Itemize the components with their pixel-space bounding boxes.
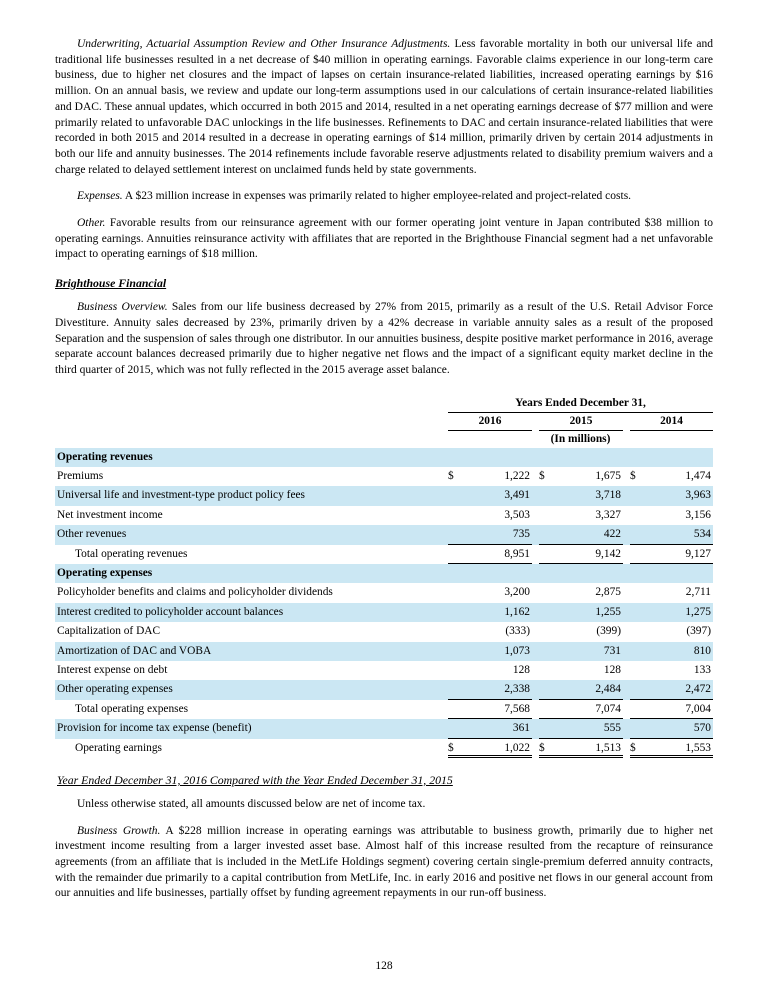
table-row [55,506,713,525]
column-gap [532,622,539,641]
dollar-cell-empty [448,486,462,505]
row-label: Operating revenues [57,450,153,463]
dollar-cell-empty [448,661,462,680]
column-gap [623,719,630,738]
value-cell: 2,711 [685,586,711,599]
value-cell: 570 [644,719,713,738]
dollar-cell-empty [630,661,644,680]
column-gap [623,467,630,486]
row-label: Amortization of DAC and VOBA [57,644,212,657]
dollar-cell-empty [539,583,553,602]
dollar-sign: $ [448,739,462,758]
column-gap [532,525,539,544]
column-gap [623,486,630,505]
dollar-cell-empty [630,506,644,525]
dollar-cell-empty [630,545,644,564]
row-label: Universal life and investment-type product policy fees [57,489,305,502]
column-gap [623,680,630,699]
column-gap [532,680,539,699]
dollar-cell-empty [630,680,644,699]
table-title: Years Ended December 31, [448,396,713,413]
value-cell: 731 [603,644,621,657]
dollar-cell-empty [448,719,462,738]
value-cell: 1,474 [685,470,711,483]
value-cell: 3,718 [595,489,621,502]
row-label: Net investment income [57,508,163,521]
dollar-sign: $ [539,470,545,483]
column-gap [623,506,630,525]
table-row [55,583,713,602]
financial-table [55,396,713,758]
dollar-cell-empty [448,583,462,602]
table-row [55,700,713,719]
value-cell: 555 [553,719,623,738]
dollar-cell-empty [448,545,462,564]
table-row [55,680,713,699]
table-row [55,448,713,467]
value-cell: 128 [603,663,621,676]
dollar-cell-empty [539,545,553,564]
value-cell: 1,222 [504,470,530,483]
value-cell: 9,127 [644,545,713,564]
value-cell: 3,503 [504,508,530,521]
dollar-cell-empty [630,700,644,719]
row-label: Operating expenses [57,567,153,579]
paragraph-lead: Business Overview. [77,301,168,314]
row-label: Other operating expenses [57,683,173,696]
column-gap [532,661,539,680]
dollar-cell-empty [448,700,462,719]
dollar-cell-empty [448,525,462,544]
value-cell: 128 [512,663,530,676]
dollar-cell-empty [630,622,644,641]
column-gap [532,486,539,505]
value-cell: 2,875 [595,586,621,599]
table-row [55,642,713,661]
column-gap [532,719,539,738]
value-cell: 3,156 [685,508,711,521]
dollar-cell-empty [630,603,644,622]
row-label: Other revenues [57,528,127,541]
value-cell: 1,675 [595,470,621,483]
value-cell: 3,200 [504,586,530,599]
value-cell: 3,327 [595,508,621,521]
value-cell: 7,568 [462,700,532,719]
table-years-spacer [55,414,448,431]
column-gap [532,414,539,431]
value-cell: 7,074 [553,700,623,719]
dollar-cell-empty [448,642,462,661]
table-row [55,545,713,564]
value-cell: 1,553 [644,739,713,758]
dollar-sign: $ [630,470,636,483]
dollar-cell-empty [539,719,553,738]
paragraph-text: Unless otherwise stated, all amounts discussed below are net of income tax. [77,797,426,810]
value-cell: 1,513 [553,739,623,758]
paragraph-lead: Expenses. [77,190,123,203]
dollar-sign: $ [448,470,454,483]
table-row [55,525,713,544]
value-cell: 1,275 [685,605,711,618]
heading-brighthouse-financial: Brighthouse Financial [55,276,167,291]
table-title-row [55,396,713,413]
dollar-sign: $ [539,739,553,758]
paragraph-business-overview [55,300,713,379]
dollar-cell-empty [630,642,644,661]
paragraph-business-growth [55,824,713,903]
row-label: Total operating revenues [75,547,188,560]
column-gap [623,739,630,758]
dollar-cell-empty [539,506,553,525]
row-label: Total operating expenses [75,702,189,715]
dollar-cell-empty [448,506,462,525]
paragraph-text: A $23 million increase in expenses was primarily related to higher employee-related and project-related costs. [122,190,632,203]
row-label: Premiums [57,470,104,483]
column-gap [532,506,539,525]
table-title-spacer [55,396,448,413]
dollar-cell-empty [448,680,462,699]
paragraph-expenses [55,189,713,205]
column-gap [623,642,630,661]
table-row [55,603,713,622]
value-cell: 2,472 [644,680,713,699]
value-cell: 534 [644,525,713,544]
value-cell: 1,022 [462,739,532,758]
table-row [55,564,713,583]
paragraph-lead: Underwriting, Actuarial Assumption Review and Other Insurance Adjustments. [77,38,451,50]
paragraph-underwriting [55,37,713,178]
column-gap [623,661,630,680]
dollar-cell-empty [630,719,644,738]
paragraph-lead: Other. [77,217,106,230]
table-units-row [55,431,713,448]
page-number: 128 [375,960,393,972]
value-cell: 735 [462,525,532,544]
table-row [55,486,713,505]
dollar-cell-empty [539,486,553,505]
paragraph-text: A $228 million increase in operating earnings was attributable to business growth, primarily due to higher net investment income resulting from a larger invested asset base. Almost half of this increase resulted from the recapture of reinsurance agreements (from an affiliate that is included in the MetLife Holdings segment) covering certain single-premium deferred annuity contracts, with the remainder due primarily to a capital contribution from MetLife, Inc. in early 2016 and positive net flows in our general account from our annuities and life businesses, partially offset by funding agreement repayments in our run-off business. [55,824,713,900]
value-cell: 9,142 [553,545,623,564]
value-cell: (333) [505,625,530,638]
dollar-cell-empty [448,622,462,641]
dollar-sign: $ [630,739,644,758]
table-units-label: (In millions) [550,432,611,445]
table-row [55,622,713,641]
paragraph-other [55,216,713,263]
paragraph-text: Sales from our life business decreased by 27% from 2015, primarily as a result of the U.S. Retail Advisor Force Divestiture. Annuity sales decreased by 23%, primarily driven by a 42% decrease in variable annuity sales as a result of the proposed Separation and the suspension of sales through one distributor. In our annuities business, despite positive market performance in 2016, average separate account balances decreased primarily due to higher negative net flows and the impact of a significant equity market decline in the third quarter of 2015, which was not fully reflected in the 2015 average asset balance. [55,301,713,376]
row-label: Capitalization of DAC [57,625,161,638]
column-gap [623,622,630,641]
value-cell: 810 [693,644,711,657]
column-gap [532,739,539,758]
value-cell: 361 [462,719,532,738]
column-gap [623,603,630,622]
table-row [55,661,713,680]
column-gap [623,525,630,544]
column-gap [532,545,539,564]
table-row [55,467,713,486]
dollar-cell-empty [630,583,644,602]
dollar-cell-empty [539,661,553,680]
dollar-cell-empty [539,680,553,699]
value-cell: 8,951 [462,545,532,564]
dollar-cell-empty [539,603,553,622]
column-gap [532,700,539,719]
value-cell: 2,338 [462,680,532,699]
column-gap [623,414,630,431]
value-cell: 1,162 [504,605,530,618]
paragraph-net-income-note [55,797,713,813]
row-label: Provision for income tax expense (benefit) [57,722,252,735]
dollar-cell-empty [539,642,553,661]
row-label: Policyholder benefits and claims and policyholder dividends [57,586,333,599]
column-gap [532,467,539,486]
row-label: Interest credited to policyholder account balances [57,605,284,618]
value-cell: (399) [596,625,621,638]
dollar-cell-empty [630,525,644,544]
column-gap [623,583,630,602]
column-gap [532,603,539,622]
table-years-row [55,414,713,431]
dollar-cell-empty [630,486,644,505]
value-cell: 1,073 [504,644,530,657]
row-label: Interest expense on debt [57,663,168,676]
column-header-2014: 2014 [630,414,713,431]
table-units-spacer [55,431,448,448]
value-cell: 422 [553,525,623,544]
table-row [55,739,713,758]
column-header-2015: 2015 [539,414,623,431]
dollar-cell-empty [539,622,553,641]
value-cell: 2,484 [553,680,623,699]
column-header-2016: 2016 [448,414,532,431]
value-cell: 3,963 [685,489,711,502]
value-cell: 7,004 [644,700,713,719]
paragraph-lead: Business Growth. [77,824,161,837]
dollar-cell-empty [539,700,553,719]
column-gap [623,700,630,719]
value-cell: 133 [693,663,711,676]
paragraph-text: Favorable results from our reinsurance agreement with our former operating joint venture in Japan contributed $38 million to operating earnings. Annuities reinsurance activity with affiliates that are reported in the Brighthouse Financial segment had a net unfavorable impact to operating earnings of $18 million. [55,217,713,261]
heading-year-comparison: Year Ended December 31, 2016 Compared with the Year Ended December 31, 2015 [57,772,453,787]
column-gap [623,545,630,564]
column-gap [532,583,539,602]
row-label: Operating earnings [75,741,162,754]
table-row [55,719,713,738]
value-cell: 3,491 [504,489,530,502]
value-cell: 1,255 [595,605,621,618]
table-body [55,448,713,758]
column-gap [532,642,539,661]
value-cell: (397) [686,625,711,638]
dollar-cell-empty [448,603,462,622]
dollar-cell-empty [539,525,553,544]
paragraph-text: Less favorable mortality in both our universal life and traditional life businesses resulted in a net decrease of $40 million in operating earnings. Favorable claims experience in our long-term care business, due to higher net closures and the impact of lapses on certain insurance-related liabilities, increased operating earnings by $16 million. On an annual basis, we review and update our long-term assumptions used in our calculations of certain insurance-related liabilities and DAC. These annual updates, which occurred in both 2015 and 2014, resulted in a net operating earnings decrease of $77 million and were primarily related to unfavorable DAC unlockings in the life businesses. Refinements to DAC and certain insurance-related liabilities that were recorded in both 2015 and 2014 resulted in a decrease in operating earnings of $14 million, primarily driven by certain 2014 adjustments in both our life and annuity businesses. The 2014 refinements include favorable reserve adjustments related to disability premium waivers and a charge related to delayed settlement interest on unclaimed funds held by state governments. [55,38,714,176]
